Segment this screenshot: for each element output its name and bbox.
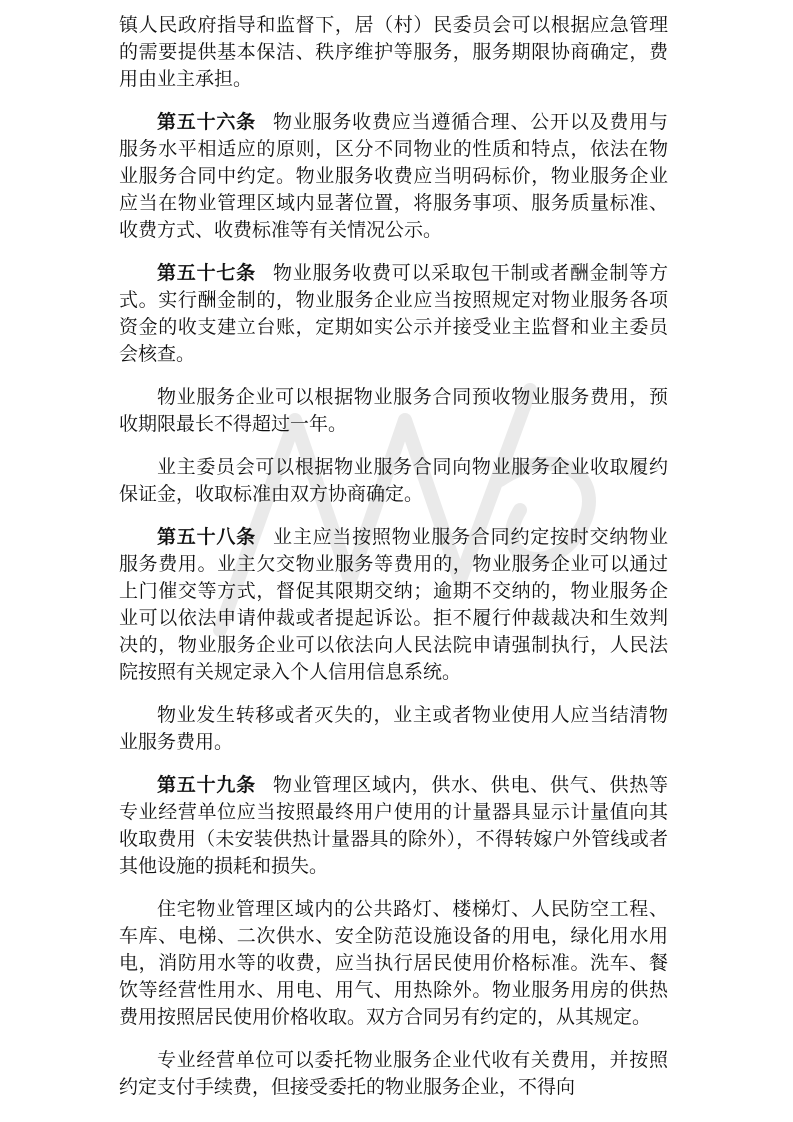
paragraph-continued: 镇人民政府指导和监督下，居（村）民委员会可以根据应急管理的需要提供基本保洁、秩序维护等服务，服务期限协商确定，费用由业主承担。 — [119, 14, 668, 90]
article-59: 第五十九条 物业管理区域内，供水、供电、供气、供热等专业经营单位应当按照最终用户使用的计量器具显示计量值向其收取费用（未安装供热计量器具的除外），不得转嫁户外管线或者其他设施的损耗和损失。 — [119, 774, 668, 877]
paragraph: 物业服务企业可以根据物业服务合同预收物业服务费用，预收期限最长不得超过一年。 — [119, 386, 668, 435]
article-number: 第五十七条 — [157, 262, 256, 284]
article-58: 第五十八条 业主应当按照物业服务合同约定按时交纳物业服务费用。业主欠交物业服务等费用的，物业服务企业可以通过上门催交等方式，督促其限期交纳；逾期不交纳的，物业服务企业可以依法申请仲裁或者提起诉讼。拒不履行仲裁裁决和生效判决的，物业服务企业可以依法向人民法院申请强制执行，人民法院按照有关规定录入个人信用信息系统。 — [119, 526, 668, 683]
paragraph: 专业经营单位可以委托物业服务企业代收有关费用，并按照约定支付手续费，但接受委托的物业服务企业，不得向 — [119, 1049, 668, 1098]
paragraph: 住宅物业管理区域内的公共路灯、楼梯灯、人民防空工程、车库、电梯、二次供水、安全防范设施设备的用电，绿化用水用电，消防用水等的收费，应当执行居民使用价格标准。洗车、餐饮等经营性用水、用电、用气、用热除外。物业服务用房的供热费用按照居民使用价格收取。双方合同另有约定的，从其规定。 — [119, 898, 668, 1028]
paragraph: 物业发生转移或者灭失的，业主或者物业使用人应当结清物业服务费用。 — [119, 704, 668, 753]
paragraph: 业主委员会可以根据物业服务合同向物业服务企业收取履约保证金，收取标准由双方协商确定。 — [119, 456, 668, 505]
article-57: 第五十七条 物业服务收费可以采取包干制或者酬金制等方式。实行酬金制的，物业服务企业应当按照规定对物业服务各项资金的收支建立台账，定期如实公示并接受业主监督和业主委员会核查。 — [119, 262, 668, 365]
article-56: 第五十六条 物业服务收费应当遵循合理、公开以及费用与服务水平相适应的原则，区分不同物业的性质和特点，依法在物业服务合同中约定。物业服务收费应当明码标价，物业服务企业应当在物业管理区域内显著位置，将服务事项、服务质量标准、收费方式、收费标准等有关情况公示。 — [119, 111, 668, 241]
document-body — [119, 12, 668, 1117]
article-number: 第五十六条 — [157, 111, 256, 133]
article-number: 第五十八条 — [157, 526, 256, 548]
article-number: 第五十九条 — [157, 774, 256, 796]
